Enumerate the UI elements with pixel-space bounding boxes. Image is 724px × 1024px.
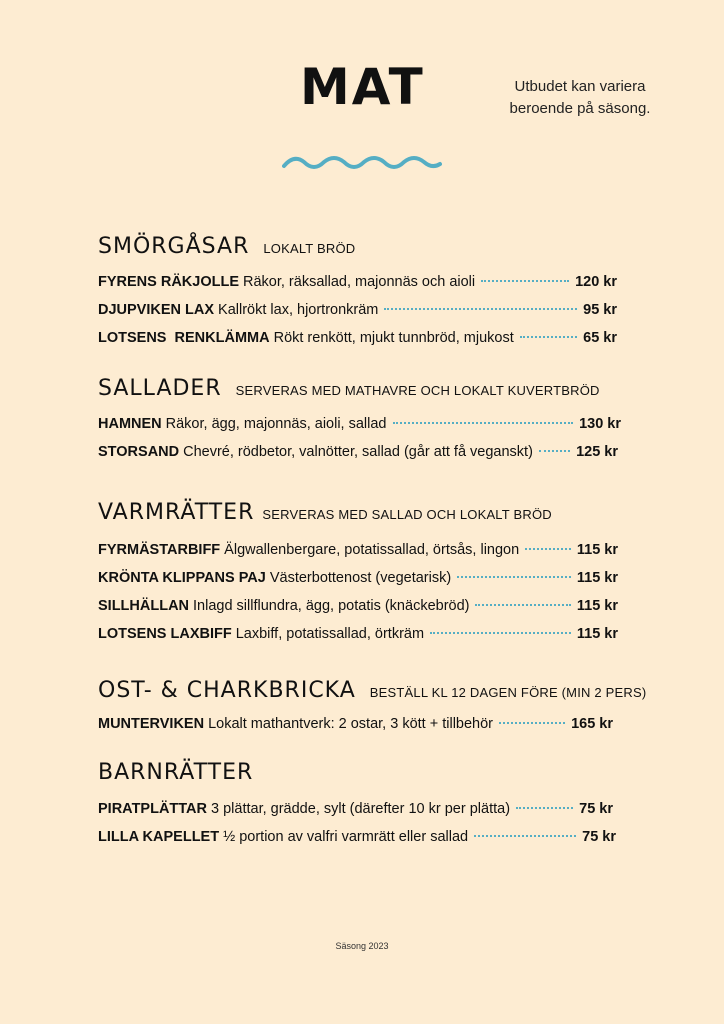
- item-price: 120 kr: [575, 274, 617, 290]
- section-sallader: [98, 376, 600, 401]
- item-description: 3 plättar, grädde, sylt (därefter 10 kr per plätta): [211, 801, 511, 817]
- item-description: Lokalt mathantverk: 2 ostar, 3 kött + tillbehör: [208, 716, 493, 732]
- item-name: SILLHÄLLAN: [98, 598, 190, 614]
- dot-leader: [499, 722, 565, 724]
- item-price: 125 kr: [576, 444, 618, 460]
- item-name: DJUPVIKEN LAX: [98, 302, 215, 318]
- menu-item: [98, 801, 613, 821]
- menu-item: [98, 626, 618, 646]
- menu-item: [98, 302, 617, 322]
- dot-leader: [539, 450, 570, 452]
- dot-leader: [430, 632, 571, 634]
- item-description: ½ portion av valfri varmrätt eller sallad: [223, 829, 469, 845]
- item-description: Inlagd sillflundra, ägg, potatis (knäckebröd): [193, 598, 470, 614]
- section-note: BESTÄLL KL 12 DAGEN FÖRE (MIN 2 PERS): [369, 685, 647, 700]
- item-description: Räkor, ägg, majonnäs, aioli, sallad: [165, 416, 387, 432]
- item-price: 75 kr: [579, 801, 613, 817]
- dot-leader: [516, 807, 573, 809]
- dot-leader: [475, 604, 570, 606]
- section-title: SMÖRGÅSAR: [98, 234, 250, 259]
- item-name: FYRMÄSTARBIFF: [98, 542, 221, 558]
- item-name: KRÖNTA KLIPPANS PAJ: [98, 570, 266, 586]
- item-name: LOTSENS LAXBIFF: [98, 626, 232, 642]
- dot-leader: [384, 308, 577, 310]
- season-footer: Säsong 2023: [335, 941, 389, 951]
- dot-leader: [481, 280, 569, 282]
- section-title: BARNRÄTTER: [98, 760, 254, 785]
- wave-decoration: [282, 152, 442, 178]
- item-description: Räkor, räksallad, majonnäs och aioli: [243, 274, 476, 290]
- section-smorgasar: [98, 234, 355, 259]
- menu-item: [98, 829, 616, 849]
- section-note: LOKALT BRÖD: [263, 241, 356, 256]
- item-description: Västerbottenost (vegetarisk): [269, 570, 452, 586]
- menu-item: [98, 542, 618, 562]
- item-price: 95 kr: [583, 302, 617, 318]
- item-price: 65 kr: [583, 330, 617, 346]
- item-name: LOTSENS RENKLÄMMA: [98, 330, 270, 346]
- item-price: 115 kr: [576, 570, 618, 586]
- menu-item: [98, 416, 621, 436]
- availability-note-line-1: Utbudet kan variera: [514, 78, 646, 95]
- menu-item: [98, 598, 618, 618]
- page-title: MAT: [300, 58, 425, 116]
- item-description: Chevré, rödbetor, valnötter, sallad (går att få veganskt): [183, 444, 533, 460]
- item-price: 165 kr: [571, 716, 613, 732]
- dot-leader: [525, 548, 571, 550]
- item-price: 115 kr: [576, 626, 618, 642]
- menu-item: [98, 716, 613, 736]
- section-title: VARMRÄTTER: [98, 500, 255, 525]
- section-barnratter: [98, 760, 253, 785]
- section-title: SALLADER: [98, 376, 222, 401]
- item-name: HAMNEN: [98, 416, 162, 432]
- item-name: PIRATPLÄTTAR: [98, 801, 208, 817]
- section-note: SERVERAS MED MATHAVRE OCH LOKALT KUVERTBRÖD: [235, 383, 600, 398]
- item-description: Älgwallenbergare, potatissallad, örtsås, lingon: [224, 542, 520, 558]
- item-name: LILLA KAPELLET: [98, 829, 220, 845]
- dot-leader: [393, 422, 574, 424]
- menu-item: [98, 330, 617, 350]
- section-note: SERVERAS MED SALLAD OCH LOKALT BRÖD: [262, 507, 552, 522]
- item-price: 130 kr: [579, 416, 621, 432]
- menu-item: [98, 570, 618, 590]
- availability-note: [500, 76, 660, 120]
- section-varmratter: [98, 500, 552, 525]
- item-price: 115 kr: [576, 542, 618, 558]
- availability-note-line-2: beroende på säsong.: [509, 100, 651, 117]
- section-ost-charkbricka: [98, 678, 646, 703]
- dot-leader: [520, 336, 577, 338]
- dot-leader: [457, 576, 571, 578]
- menu-item: [98, 274, 617, 294]
- item-name: STORSAND: [98, 444, 180, 460]
- item-description: Laxbiff, potatissallad, örtkräm: [235, 626, 425, 642]
- item-name: FYRENS RÄKJOLLE: [98, 274, 239, 290]
- section-title: OST- & CHARKBRICKA: [98, 678, 356, 703]
- menu-item: [98, 444, 618, 464]
- item-price: 75 kr: [582, 829, 616, 845]
- item-description: Rökt renkött, mjukt tunnbröd, mjukost: [273, 330, 514, 346]
- item-name: MUNTERVIKEN: [98, 716, 205, 732]
- dot-leader: [474, 835, 576, 837]
- item-price: 115 kr: [576, 598, 618, 614]
- item-description: Kallrökt lax, hjortronkräm: [218, 302, 379, 318]
